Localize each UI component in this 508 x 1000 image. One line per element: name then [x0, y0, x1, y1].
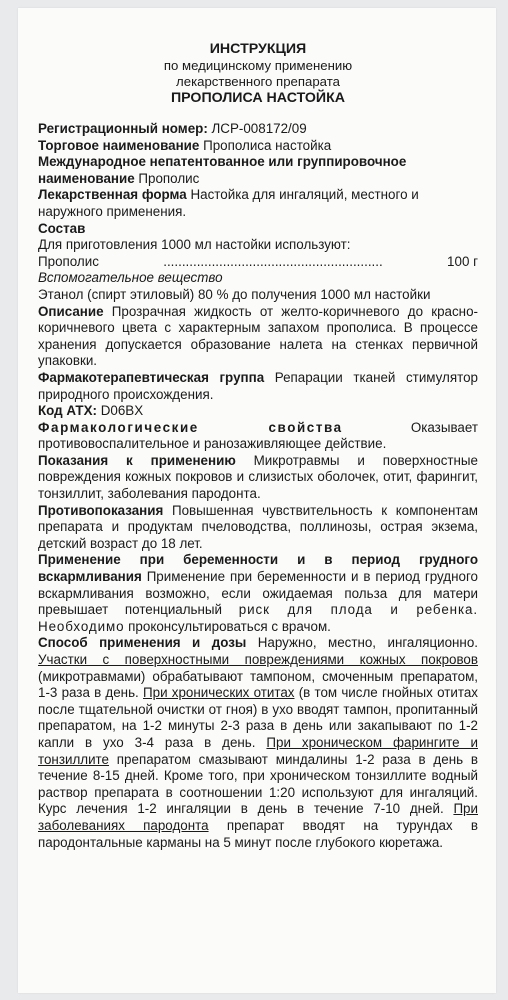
contra-value: Повышенная чувствительность к компонентам препарата и продуктам пчеловодства, поллинозы, острая экзема, детский возраст до 18 лет.	[38, 502, 478, 551]
excipient-value: Этанол (спирт этиловый) 80 % до получения 1000 мл настойки	[38, 286, 431, 302]
atc-label: Код АТХ:	[38, 403, 97, 419]
preg-label: Применение при беременности и в период грудного вскармливания	[38, 552, 478, 585]
form-value: Настойка для ингаляций, местного и наружного применения.	[38, 187, 419, 219]
registration-number	[38, 121, 478, 138]
reg-value: ЛСР-008172/09	[211, 121, 307, 136]
props-label: Фармакологические свойства	[38, 419, 343, 435]
reg-label: Регистрационный номер:	[38, 121, 208, 136]
dose-otitis-text: (в том числе гнойных отитах после тщательной очистки от гноя) в ухо вводят тампон, пропитанный препаратом, на 1-2 минуты 2-3 раза в день или закапывают по 1-2 капли в ухо 3-4 раза в день.	[38, 685, 478, 750]
ind-value: Микротравмы и поверхностные повреждения кожных покровов и слизистых оболочек, отит, фарингит, тонзиллит, заболевания пародонта.	[38, 452, 478, 502]
doc-title: ИНСТРУКЦИЯ	[209, 41, 307, 57]
doc-subtitle-line1: по медицинскому применению	[163, 58, 353, 73]
dose-periodontal-text: препарат вводят на турундах в пародонтальные карманы на 5 минут после глубокого кюретажа.	[38, 817, 478, 850]
composition-dots: ...........................................................	[163, 253, 383, 269]
atc-code	[38, 403, 478, 420]
document-body	[38, 41, 478, 851]
composition-item-name: Прополис	[38, 253, 99, 269]
dose-pharyngitis-text: препаратом смазывают миндалины 1-2 раза в день в течение 8-15 дней. Кроме того, при хроническом тонзиллите водный раствор препарата в соотношении 1:20 используют для ингаляций. Курс лечения 1-2 ингаляции в день в течение 7-10 дней.	[38, 751, 478, 817]
dose-otitis-heading: При хронических отитах	[143, 685, 295, 701]
trade-name	[38, 138, 478, 155]
composition-heading: Состав	[38, 220, 86, 236]
preg-value-3: проконсультироваться с врачом.	[128, 618, 331, 634]
trade-value: Прополиса настойка	[203, 137, 332, 153]
props-value: Оказывает противовоспалительное и ранозаживляющее действие.	[38, 419, 478, 452]
composition-item	[38, 254, 478, 271]
indications	[38, 453, 478, 503]
dose-intro: Наружно, местно, ингаляционно.	[257, 635, 478, 651]
pharm-properties	[38, 420, 478, 453]
excipient-heading: Вспомогательное вещество	[38, 270, 223, 286]
instruction-sheet	[18, 8, 496, 993]
inn-value: Прополис	[138, 170, 200, 186]
description	[38, 304, 478, 370]
dosage-form	[38, 187, 478, 220]
pregnancy	[38, 552, 478, 635]
dose-label: Способ применения и дозы	[38, 635, 247, 651]
dosage-administration	[38, 635, 478, 851]
dose-periodontal-heading: При заболеваниях пародонта	[38, 801, 478, 833]
dose-skin-text: (микротравмами) обрабатывают тампоном, смоченным препаратом, 1-3 раза в день.	[38, 668, 478, 701]
dose-pharyngitis-heading: При хроническом фарингите и тонзиллите	[38, 734, 478, 767]
product-name: ПРОПОЛИСА НАСТОЙКА	[170, 90, 346, 106]
contra-label: Противопоказания	[38, 502, 164, 518]
pharm-group-value: Репарации тканей стимулятор природного происхождения.	[38, 369, 478, 402]
contraindications	[38, 503, 478, 553]
atc-value: D06BX	[100, 403, 144, 419]
form-label: Лекарственная форма	[38, 187, 187, 203]
pharm-group	[38, 370, 478, 403]
composition-item-amount: 100 г	[447, 253, 478, 269]
preg-value-1: Применение при беременности и в период грудного вскармливания возможно, если ожидаемая польза для матери превышает потенциальный	[38, 569, 478, 618]
preg-value-2: риск для плода и ребенка. Необходимо	[38, 602, 478, 634]
spacer	[38, 107, 478, 121]
composition-intro: Для приготовления 1000 мл настойки используют:	[38, 237, 351, 253]
inn-label: Международное непатентованное или группировочное наименование	[38, 154, 407, 186]
desc-value: Прозрачная жидкость от желто-коричневого до красно-коричневого цвета с характерным запахом прополиса. В процессе хранения допускается образование налета на стенках первичной упаковки.	[38, 303, 478, 369]
dose-skin-heading: Участки с поверхностными повреждениями кожных покровов	[38, 652, 478, 667]
doc-subtitle-line2: лекарственного препарата	[176, 74, 340, 89]
desc-label: Описание	[38, 303, 104, 319]
ind-label: Показания к применению	[38, 452, 236, 468]
inn-name	[38, 154, 478, 187]
trade-label: Торговое наименование	[38, 137, 200, 153]
pharm-group-label: Фармакотерапевтическая группа	[38, 369, 265, 385]
